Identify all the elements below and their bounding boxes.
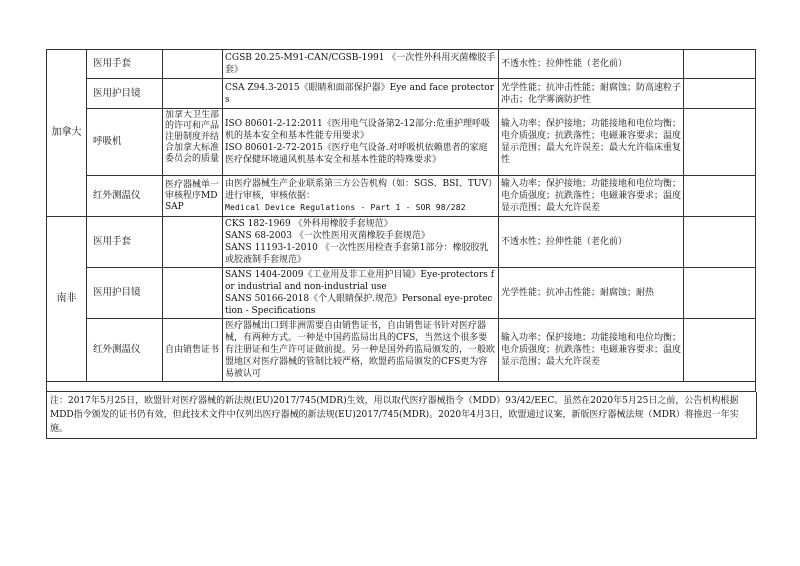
table-row xyxy=(47,268,756,319)
standard-line: SANS 50166-2018《个人眼睛保护.规范》Personal eye-protection - Specifications xyxy=(225,294,493,316)
approval-cell: 自由销售证书 xyxy=(163,319,223,382)
product-cell: 红外测温仪 xyxy=(87,176,163,217)
blank-cell xyxy=(684,176,756,217)
performance-cell: 输入功率；保护接地；功能接地和电位均衡；电介质强度；抗跌落性；电磁兼容要求；温度显示范围；最大允许误差；最大允许临床重复性 xyxy=(499,109,684,176)
standard-line: ISO 80601-2-12:2011《医用电气设备第2-12部分:危重护理呼吸机的基本安全和基本性能专用要求》 xyxy=(225,119,491,141)
approval-text: 加拿大卫生部的许可和产品注册制度并结合加拿大标准委员会的质量 xyxy=(165,110,220,164)
standards-cell xyxy=(223,176,499,217)
standard-line: SANS 1404-2009《工业用及非工业用护目镜》Eye-protectors for industrial and non-industrial use xyxy=(225,270,495,292)
standard-line: SANS 68-2003 《一次性医用灭菌橡胶手套规范》 xyxy=(225,231,430,241)
product-cell: 医用手套 xyxy=(87,217,163,268)
spacer-row xyxy=(47,382,756,392)
standards-cell xyxy=(223,79,499,109)
table-row xyxy=(47,109,756,176)
blank-cell xyxy=(684,217,756,268)
blank-cell xyxy=(684,109,756,176)
region-cell-canada: 加拿大 xyxy=(47,50,87,217)
approval-cell xyxy=(163,79,223,109)
approval-cell: 医疗器械单一审核程序MDSAP xyxy=(163,176,223,217)
approval-cell xyxy=(163,217,223,268)
standards-cell xyxy=(223,50,499,79)
standards-cell xyxy=(223,268,499,319)
standard-line: 由医疗器械生产企业联系第三方公告机构（如：SGS、BSI、TUV）进行审核，审核依据： xyxy=(225,179,493,201)
product-cell: 医用手套 xyxy=(87,50,163,79)
product-cell: 医用护目镜 xyxy=(87,268,163,319)
standards-table-sheet xyxy=(46,49,755,439)
table-row xyxy=(47,50,756,79)
region-cell-south-africa: 南非 xyxy=(47,217,87,382)
performance-cell: 不透水性；拉伸性能（老化前） xyxy=(499,217,684,268)
standard-line: CSA Z94.3-2015《眼睛和面部保护器》Eye and face protectors xyxy=(225,82,495,105)
standards-table xyxy=(46,49,756,392)
standard-line: ISO 80601-2-72-2015《医疗电气设备.对呼吸机依赖患者的家庭医疗保健环境通风机基本安全和基本性能的特殊要求》 xyxy=(225,143,488,165)
standards-cell xyxy=(223,319,499,382)
performance-cell: 输入功率；保护接地；功能接地和电位均衡；电介质强度；抗跌落性；电磁兼容要求；温度显示范围；最大允许误差 xyxy=(499,176,684,217)
blank-cell xyxy=(684,50,756,79)
standard-line: CGSB 20.25-M91-CAN/CGSB-1991 《一次性外科用灭菌橡胶手套》 xyxy=(225,53,496,75)
table-row xyxy=(47,319,756,382)
blank-cell xyxy=(684,319,756,382)
standard-line: CKS 182-1969 《外科用橡胶手套规范》 xyxy=(225,219,393,229)
product-cell: 呼吸机 xyxy=(87,109,163,176)
approval-cell xyxy=(163,109,223,176)
standards-cell xyxy=(223,217,499,268)
product-cell: 红外测温仪 xyxy=(87,319,163,382)
spacer-cell xyxy=(47,382,756,392)
approval-cell xyxy=(163,50,223,79)
footnote: 注：2017年5月25日，欧盟针对医疗器械的新法规(EU)2017/745(MDR)生效，用以取代医疗器械指令（MDD）93/42/EEC。虽然在2020年5月25日之前，公告机构根据MDD指令颁发的证书仍有效，但此技术文件中仅列出医疗器械的新法规(EU)2017/745(MDR)。2020年4月3日，欧盟通过议案，新版医疗器械法规（MDR）将推迟一年实施。 xyxy=(46,392,757,439)
performance-cell: 光学性能；抗冲击性能；耐腐蚀；防高速粒子冲击；化学雾滴防护性 xyxy=(499,79,684,109)
table-row xyxy=(47,79,756,109)
table-row xyxy=(47,176,756,217)
standard-line: SANS 11193-1-2010 《一次性医用检查手套第1部分：橡胶胶乳或胶液制手套规范》 xyxy=(225,243,489,265)
performance-cell: 输入功率；保护接地；功能接地和电位均衡；电介质强度；抗跌落性；电磁兼容要求；温度显示范围；最大允许误差 xyxy=(499,319,684,382)
performance-cell: 不透水性；拉伸性能（老化前） xyxy=(499,50,684,79)
approval-cell xyxy=(163,268,223,319)
blank-cell xyxy=(684,79,756,109)
performance-cell: 光学性能；抗冲击性能；耐腐蚀；耐热 xyxy=(499,268,684,319)
table-row xyxy=(47,217,756,268)
standards-cell xyxy=(223,109,499,176)
blank-cell xyxy=(684,268,756,319)
standard-line: Medical Device Regulations - Part 1 - SOR 98/282 xyxy=(225,203,466,212)
product-cell: 医用护目镜 xyxy=(87,79,163,109)
standard-line: 医疗器械出口到非洲需要自由销售证书，自由销售证书针对医疗器械，有两种方式。一种是中国药监局出具的CFS，当然这个很多要有注册证和生产许可证做前提。另一种是国外药监局颁发的，一般欧盟地区对医疗器械的管制比较严格，欧盟药监局颁发的CFS更为容易被认可 xyxy=(225,321,496,379)
